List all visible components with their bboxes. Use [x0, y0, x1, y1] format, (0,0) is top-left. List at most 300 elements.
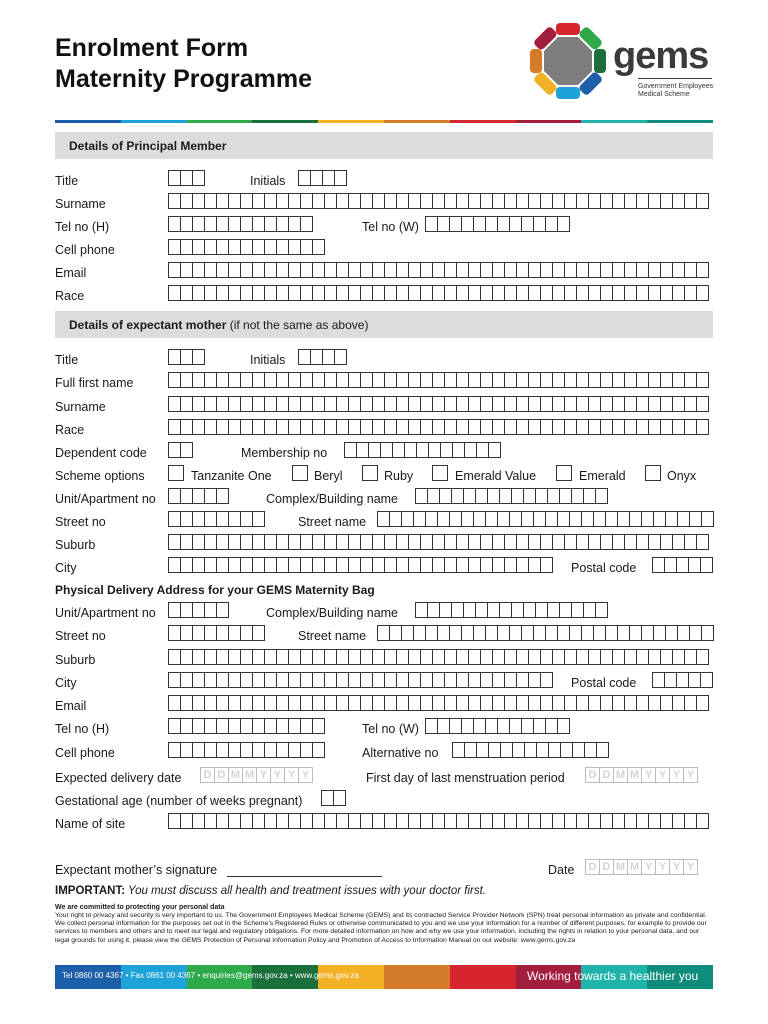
- char-box[interactable]: [181, 489, 193, 503]
- char-box[interactable]: [553, 650, 565, 664]
- char-box[interactable]: [601, 286, 613, 300]
- delivery-postal-code-input[interactable]: [652, 672, 713, 688]
- char-box[interactable]: [577, 696, 589, 710]
- char-box[interactable]: [553, 263, 565, 277]
- signature-line[interactable]: [227, 876, 382, 877]
- char-box[interactable]: [253, 217, 265, 231]
- char-box[interactable]: [169, 626, 181, 640]
- char-box[interactable]: [373, 558, 385, 572]
- char-box[interactable]: [378, 626, 390, 640]
- char-box[interactable]: [697, 373, 709, 387]
- char-box[interactable]: [597, 743, 609, 757]
- char-box[interactable]: [301, 420, 313, 434]
- char-box[interactable]: [625, 286, 637, 300]
- char-box[interactable]: [546, 626, 558, 640]
- char-box[interactable]: [637, 535, 649, 549]
- date-char-box[interactable]: M: [243, 768, 257, 782]
- char-box[interactable]: [453, 743, 465, 757]
- char-box[interactable]: [678, 512, 690, 526]
- char-box[interactable]: [510, 217, 522, 231]
- char-box[interactable]: [181, 814, 193, 828]
- char-box[interactable]: [337, 263, 349, 277]
- char-box[interactable]: [445, 194, 457, 208]
- char-box[interactable]: [409, 673, 421, 687]
- char-box[interactable]: [661, 814, 673, 828]
- char-box[interactable]: [673, 650, 685, 664]
- char-box[interactable]: [193, 240, 205, 254]
- char-box[interactable]: [349, 696, 361, 710]
- char-box[interactable]: [277, 696, 289, 710]
- char-box[interactable]: [217, 420, 229, 434]
- char-box[interactable]: [457, 397, 469, 411]
- char-box[interactable]: [553, 420, 565, 434]
- char-box[interactable]: [385, 558, 397, 572]
- char-box[interactable]: [265, 217, 277, 231]
- char-box[interactable]: [481, 286, 493, 300]
- char-box[interactable]: [378, 512, 390, 526]
- signature-date-input[interactable]: [585, 859, 698, 875]
- char-box[interactable]: [253, 194, 265, 208]
- char-box[interactable]: [193, 489, 205, 503]
- char-box[interactable]: [477, 743, 489, 757]
- char-box[interactable]: [565, 814, 577, 828]
- char-box[interactable]: [541, 814, 553, 828]
- char-box[interactable]: [697, 650, 709, 664]
- date-char-box[interactable]: Y: [684, 860, 698, 874]
- char-box[interactable]: [337, 420, 349, 434]
- char-box[interactable]: [474, 719, 486, 733]
- char-box[interactable]: [529, 650, 541, 664]
- char-box[interactable]: [481, 673, 493, 687]
- char-box[interactable]: [193, 171, 205, 185]
- principal-race-input[interactable]: [168, 285, 709, 301]
- char-box[interactable]: [361, 558, 373, 572]
- char-box[interactable]: [241, 719, 253, 733]
- date-char-box[interactable]: D: [586, 768, 600, 782]
- char-box[interactable]: [445, 286, 457, 300]
- char-box[interactable]: [337, 558, 349, 572]
- char-box[interactable]: [486, 719, 498, 733]
- char-box[interactable]: [452, 489, 464, 503]
- char-box[interactable]: [594, 626, 606, 640]
- char-box[interactable]: [205, 194, 217, 208]
- char-box[interactable]: [649, 286, 661, 300]
- char-box[interactable]: [193, 373, 205, 387]
- char-box[interactable]: [385, 814, 397, 828]
- char-box[interactable]: [409, 263, 421, 277]
- char-box[interactable]: [397, 263, 409, 277]
- char-box[interactable]: [322, 791, 334, 805]
- char-box[interactable]: [493, 558, 505, 572]
- char-box[interactable]: [445, 263, 457, 277]
- char-box[interactable]: [349, 286, 361, 300]
- char-box[interactable]: [337, 373, 349, 387]
- char-box[interactable]: [637, 263, 649, 277]
- char-box[interactable]: [481, 535, 493, 549]
- char-box[interactable]: [241, 696, 253, 710]
- char-box[interactable]: [493, 397, 505, 411]
- date-char-box[interactable]: M: [614, 860, 628, 874]
- char-box[interactable]: [277, 373, 289, 387]
- char-box[interactable]: [373, 373, 385, 387]
- date-char-box[interactable]: Y: [684, 768, 698, 782]
- char-box[interactable]: [601, 263, 613, 277]
- char-box[interactable]: [217, 397, 229, 411]
- char-box[interactable]: [689, 673, 701, 687]
- char-box[interactable]: [217, 696, 229, 710]
- char-box[interactable]: [361, 814, 373, 828]
- char-box[interactable]: [517, 696, 529, 710]
- char-box[interactable]: [445, 535, 457, 549]
- char-box[interactable]: [337, 650, 349, 664]
- mother-first-name-input[interactable]: [168, 372, 709, 388]
- char-box[interactable]: [476, 489, 488, 503]
- char-box[interactable]: [697, 696, 709, 710]
- char-box[interactable]: [630, 626, 642, 640]
- char-box[interactable]: [299, 350, 311, 364]
- char-box[interactable]: [397, 420, 409, 434]
- char-box[interactable]: [589, 650, 601, 664]
- char-box[interactable]: [457, 194, 469, 208]
- char-box[interactable]: [577, 814, 589, 828]
- char-box[interactable]: [265, 420, 277, 434]
- char-box[interactable]: [558, 217, 570, 231]
- char-box[interactable]: [217, 373, 229, 387]
- delivery-city-input[interactable]: [168, 672, 553, 688]
- char-box[interactable]: [649, 420, 661, 434]
- char-box[interactable]: [685, 397, 697, 411]
- char-box[interactable]: [685, 373, 697, 387]
- char-box[interactable]: [501, 743, 513, 757]
- char-box[interactable]: [169, 558, 181, 572]
- char-box[interactable]: [301, 286, 313, 300]
- char-box[interactable]: [325, 673, 337, 687]
- char-box[interactable]: [229, 743, 241, 757]
- char-box[interactable]: [289, 217, 301, 231]
- char-box[interactable]: [311, 350, 323, 364]
- char-box[interactable]: [426, 626, 438, 640]
- char-box[interactable]: [181, 696, 193, 710]
- checkbox-tanzanite-one[interactable]: [168, 465, 184, 481]
- char-box[interactable]: [697, 397, 709, 411]
- char-box[interactable]: [493, 286, 505, 300]
- char-box[interactable]: [169, 489, 181, 503]
- char-box[interactable]: [414, 626, 426, 640]
- char-box[interactable]: [536, 489, 548, 503]
- char-box[interactable]: [558, 512, 570, 526]
- char-box[interactable]: [169, 286, 181, 300]
- char-box[interactable]: [205, 263, 217, 277]
- char-box[interactable]: [477, 443, 489, 457]
- char-box[interactable]: [529, 286, 541, 300]
- char-box[interactable]: [469, 194, 481, 208]
- char-box[interactable]: [229, 626, 241, 640]
- char-box[interactable]: [445, 420, 457, 434]
- char-box[interactable]: [323, 350, 335, 364]
- char-box[interactable]: [517, 814, 529, 828]
- char-box[interactable]: [560, 603, 572, 617]
- char-box[interactable]: [181, 217, 193, 231]
- char-box[interactable]: [361, 673, 373, 687]
- char-box[interactable]: [433, 397, 445, 411]
- char-box[interactable]: [625, 373, 637, 387]
- char-box[interactable]: [661, 373, 673, 387]
- char-box[interactable]: [452, 603, 464, 617]
- char-box[interactable]: [349, 397, 361, 411]
- char-box[interactable]: [625, 420, 637, 434]
- char-box[interactable]: [265, 397, 277, 411]
- char-box[interactable]: [678, 626, 690, 640]
- delivery-cell-input[interactable]: [168, 742, 325, 758]
- char-box[interactable]: [661, 650, 673, 664]
- char-box[interactable]: [373, 286, 385, 300]
- char-box[interactable]: [217, 650, 229, 664]
- char-box[interactable]: [373, 263, 385, 277]
- char-box[interactable]: [277, 558, 289, 572]
- char-box[interactable]: [169, 350, 181, 364]
- char-box[interactable]: [457, 814, 469, 828]
- char-box[interactable]: [498, 626, 510, 640]
- char-box[interactable]: [476, 603, 488, 617]
- char-box[interactable]: [361, 696, 373, 710]
- char-box[interactable]: [241, 673, 253, 687]
- char-box[interactable]: [529, 696, 541, 710]
- char-box[interactable]: [299, 171, 311, 185]
- char-box[interactable]: [301, 263, 313, 277]
- delivery-unit-input[interactable]: [168, 602, 229, 618]
- char-box[interactable]: [229, 719, 241, 733]
- char-box[interactable]: [493, 420, 505, 434]
- char-box[interactable]: [253, 719, 265, 733]
- char-box[interactable]: [193, 420, 205, 434]
- char-box[interactable]: [685, 263, 697, 277]
- char-box[interactable]: [465, 443, 477, 457]
- char-box[interactable]: [253, 240, 265, 254]
- char-box[interactable]: [553, 696, 565, 710]
- date-char-box[interactable]: M: [229, 768, 243, 782]
- site-name-input[interactable]: [168, 813, 709, 829]
- char-box[interactable]: [565, 194, 577, 208]
- char-box[interactable]: [505, 286, 517, 300]
- char-box[interactable]: [421, 194, 433, 208]
- char-box[interactable]: [673, 373, 685, 387]
- char-box[interactable]: [613, 650, 625, 664]
- char-box[interactable]: [265, 240, 277, 254]
- date-char-box[interactable]: M: [628, 768, 642, 782]
- char-box[interactable]: [217, 558, 229, 572]
- char-box[interactable]: [445, 814, 457, 828]
- char-box[interactable]: [488, 489, 500, 503]
- char-box[interactable]: [553, 373, 565, 387]
- char-box[interactable]: [474, 626, 486, 640]
- char-box[interactable]: [677, 673, 689, 687]
- char-box[interactable]: [577, 373, 589, 387]
- char-box[interactable]: [253, 397, 265, 411]
- char-box[interactable]: [457, 373, 469, 387]
- char-box[interactable]: [541, 673, 553, 687]
- char-box[interactable]: [289, 420, 301, 434]
- char-box[interactable]: [193, 603, 205, 617]
- char-box[interactable]: [217, 603, 229, 617]
- char-box[interactable]: [193, 512, 205, 526]
- char-box[interactable]: [253, 696, 265, 710]
- char-box[interactable]: [618, 626, 630, 640]
- char-box[interactable]: [373, 696, 385, 710]
- char-box[interactable]: [301, 650, 313, 664]
- char-box[interactable]: [637, 696, 649, 710]
- char-box[interactable]: [277, 719, 289, 733]
- char-box[interactable]: [241, 240, 253, 254]
- char-box[interactable]: [690, 512, 702, 526]
- char-box[interactable]: [229, 397, 241, 411]
- char-box[interactable]: [584, 489, 596, 503]
- char-box[interactable]: [301, 673, 313, 687]
- char-box[interactable]: [661, 194, 673, 208]
- char-box[interactable]: [301, 217, 313, 231]
- char-box[interactable]: [193, 397, 205, 411]
- char-box[interactable]: [649, 814, 661, 828]
- char-box[interactable]: [481, 373, 493, 387]
- char-box[interactable]: [469, 397, 481, 411]
- char-box[interactable]: [457, 286, 469, 300]
- char-box[interactable]: [524, 603, 536, 617]
- mother-initials-input[interactable]: [298, 349, 347, 365]
- char-box[interactable]: [289, 397, 301, 411]
- char-box[interactable]: [253, 535, 265, 549]
- char-box[interactable]: [369, 443, 381, 457]
- char-box[interactable]: [546, 217, 558, 231]
- char-box[interactable]: [541, 696, 553, 710]
- char-box[interactable]: [253, 263, 265, 277]
- char-box[interactable]: [397, 535, 409, 549]
- char-box[interactable]: [217, 263, 229, 277]
- date-char-box[interactable]: Y: [299, 768, 313, 782]
- char-box[interactable]: [517, 650, 529, 664]
- char-box[interactable]: [385, 696, 397, 710]
- char-box[interactable]: [409, 558, 421, 572]
- char-box[interactable]: [661, 696, 673, 710]
- char-box[interactable]: [572, 603, 584, 617]
- char-box[interactable]: [510, 626, 522, 640]
- char-box[interactable]: [493, 650, 505, 664]
- char-box[interactable]: [500, 489, 512, 503]
- char-box[interactable]: [493, 194, 505, 208]
- delivery-email-input[interactable]: [168, 695, 709, 711]
- char-box[interactable]: [653, 673, 665, 687]
- char-box[interactable]: [541, 263, 553, 277]
- mother-city-input[interactable]: [168, 557, 553, 573]
- char-box[interactable]: [601, 535, 613, 549]
- char-box[interactable]: [613, 373, 625, 387]
- char-box[interactable]: [241, 217, 253, 231]
- char-box[interactable]: [486, 626, 498, 640]
- char-box[interactable]: [181, 240, 193, 254]
- char-box[interactable]: [653, 558, 665, 572]
- char-box[interactable]: [169, 263, 181, 277]
- char-box[interactable]: [673, 814, 685, 828]
- char-box[interactable]: [217, 217, 229, 231]
- char-box[interactable]: [349, 535, 361, 549]
- char-box[interactable]: [421, 558, 433, 572]
- char-box[interactable]: [433, 558, 445, 572]
- char-box[interactable]: [229, 373, 241, 387]
- char-box[interactable]: [582, 512, 594, 526]
- char-box[interactable]: [625, 814, 637, 828]
- char-box[interactable]: [289, 263, 301, 277]
- char-box[interactable]: [205, 603, 217, 617]
- char-box[interactable]: [529, 814, 541, 828]
- char-box[interactable]: [373, 194, 385, 208]
- char-box[interactable]: [277, 535, 289, 549]
- char-box[interactable]: [381, 443, 393, 457]
- char-box[interactable]: [289, 194, 301, 208]
- char-box[interactable]: [522, 626, 534, 640]
- char-box[interactable]: [193, 350, 205, 364]
- char-box[interactable]: [169, 171, 181, 185]
- char-box[interactable]: [385, 650, 397, 664]
- char-box[interactable]: [229, 650, 241, 664]
- char-box[interactable]: [337, 696, 349, 710]
- char-box[interactable]: [534, 719, 546, 733]
- char-box[interactable]: [517, 373, 529, 387]
- char-box[interactable]: [323, 171, 335, 185]
- char-box[interactable]: [469, 373, 481, 387]
- char-box[interactable]: [505, 650, 517, 664]
- char-box[interactable]: [421, 397, 433, 411]
- char-box[interactable]: [673, 420, 685, 434]
- char-box[interactable]: [325, 397, 337, 411]
- char-box[interactable]: [498, 217, 510, 231]
- char-box[interactable]: [457, 650, 469, 664]
- char-box[interactable]: [673, 696, 685, 710]
- char-box[interactable]: [685, 650, 697, 664]
- char-box[interactable]: [649, 650, 661, 664]
- char-box[interactable]: [534, 512, 546, 526]
- checkbox-onyx[interactable]: [645, 465, 661, 481]
- char-box[interactable]: [565, 650, 577, 664]
- char-box[interactable]: [337, 535, 349, 549]
- char-box[interactable]: [469, 558, 481, 572]
- char-box[interactable]: [548, 489, 560, 503]
- char-box[interactable]: [493, 535, 505, 549]
- char-box[interactable]: [277, 263, 289, 277]
- char-box[interactable]: [301, 814, 313, 828]
- char-box[interactable]: [433, 535, 445, 549]
- char-box[interactable]: [450, 217, 462, 231]
- char-box[interactable]: [265, 719, 277, 733]
- char-box[interactable]: [697, 814, 709, 828]
- char-box[interactable]: [373, 535, 385, 549]
- char-box[interactable]: [402, 626, 414, 640]
- char-box[interactable]: [450, 512, 462, 526]
- char-box[interactable]: [313, 743, 325, 757]
- char-box[interactable]: [241, 626, 253, 640]
- char-box[interactable]: [277, 743, 289, 757]
- char-box[interactable]: [665, 673, 677, 687]
- char-box[interactable]: [217, 240, 229, 254]
- char-box[interactable]: [337, 673, 349, 687]
- char-box[interactable]: [426, 719, 438, 733]
- char-box[interactable]: [421, 535, 433, 549]
- dependent-code-input[interactable]: [168, 442, 193, 458]
- char-box[interactable]: [577, 535, 589, 549]
- char-box[interactable]: [313, 673, 325, 687]
- char-box[interactable]: [570, 626, 582, 640]
- char-box[interactable]: [498, 719, 510, 733]
- char-box[interactable]: [642, 512, 654, 526]
- char-box[interactable]: [241, 650, 253, 664]
- char-box[interactable]: [697, 535, 709, 549]
